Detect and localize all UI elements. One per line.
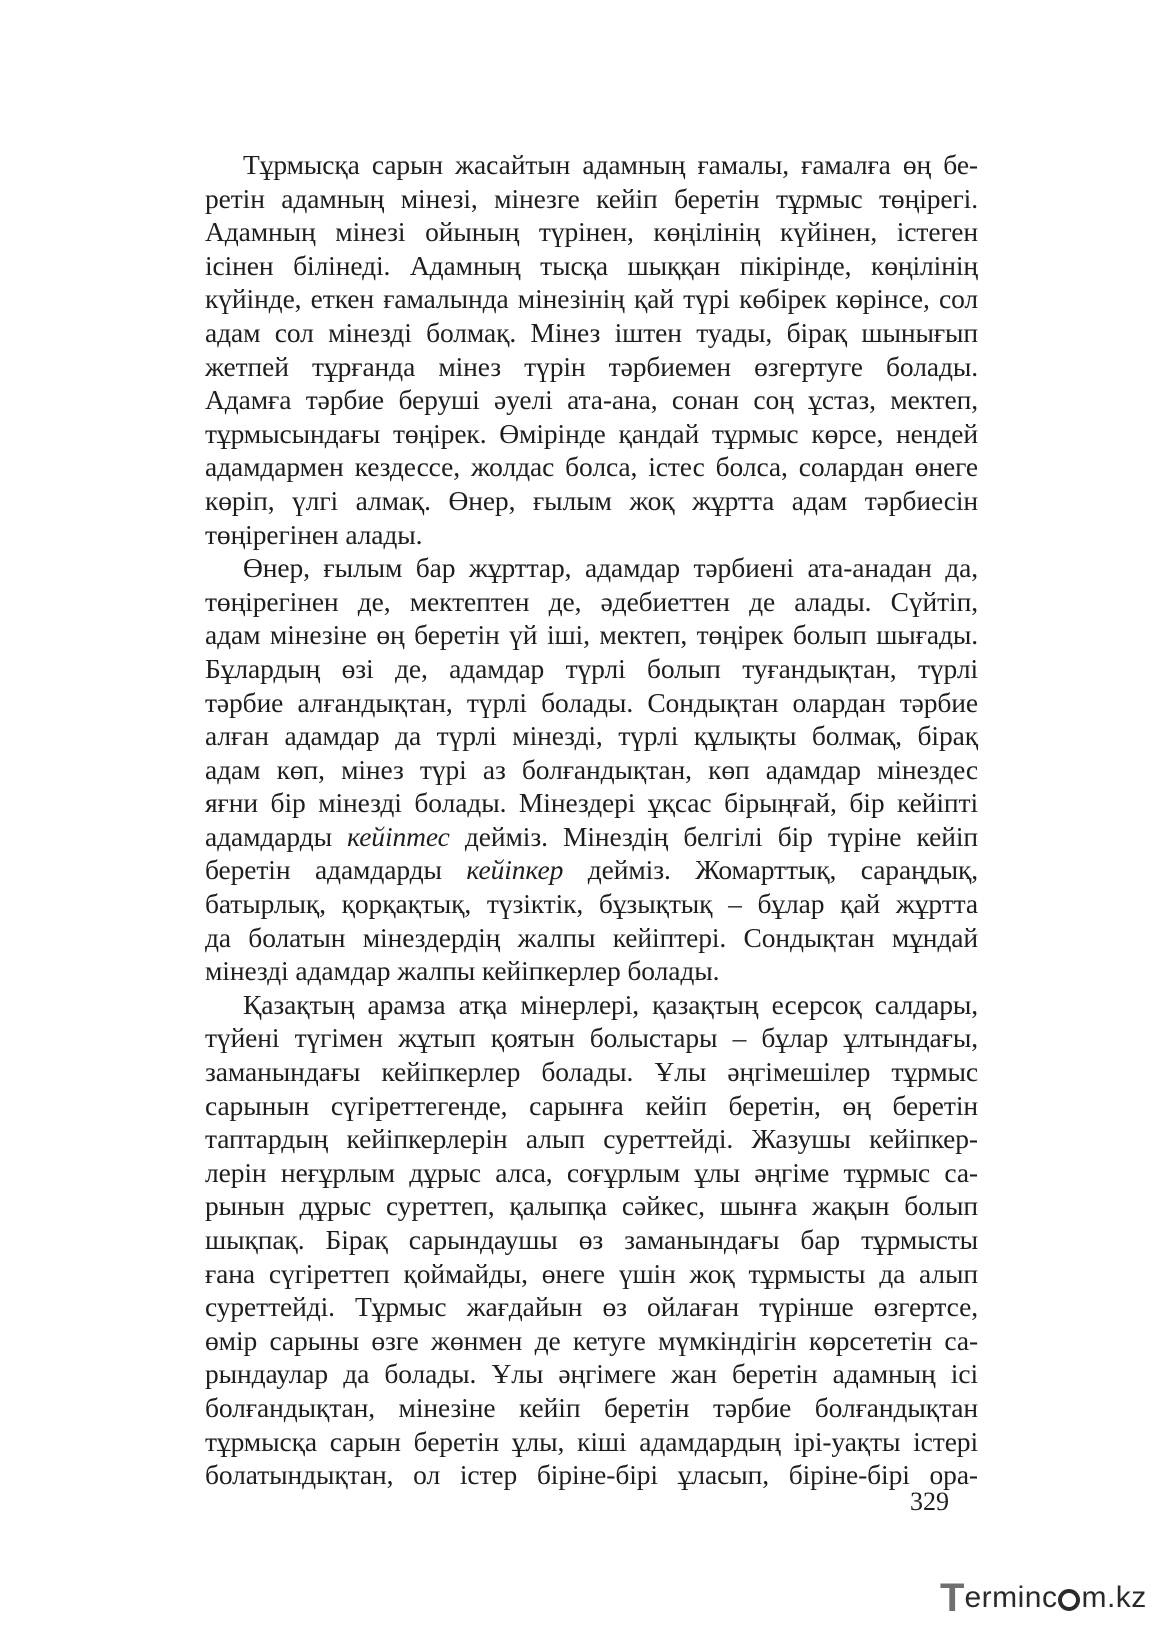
text-line: Өнер, ғылым бар жұрттар, адамдар тәрбиені ата-анадан да, [243, 552, 978, 584]
text-line: мінезді адамдар жалпы кейіпкерлер болады. [205, 955, 720, 987]
text-run: беретін адамдарды [205, 854, 467, 886]
text-line: яғни бір мінезді болады. Мінездері ұқсас бірыңғай, бір кейіпті [205, 787, 978, 819]
text-line: болғандықтан, мінезіне кейіп беретін тәрбие болғандықтан [205, 1391, 978, 1423]
text-line: батырлық, қорқақтық, түзіктік, бұзықтық – бұлар қай жұртта [205, 888, 978, 920]
text-line: ғана сүгіреттеп қоймайды, өнеге үшін жоқ тұрмысты да алып [205, 1257, 978, 1289]
text-line: да болатын мінездердің жалпы кейіптері. Сондықтан мұндай [205, 921, 978, 953]
text-line: ісінен білінеді. Адамның тысқа шыққан пікірінде, көңілінің [205, 249, 978, 281]
text-line: Бұлардың өзі де, адамдар түрлі болып туғандықтан, түрлі [205, 652, 978, 684]
text-line: таптардың кейіпкерлерін алып суреттейді. Жазушы кейіпкер- [205, 1123, 978, 1155]
text-line: өмір сарыны өзге жөнмен де кетуге мүмкіндігін көрсететін са- [205, 1324, 978, 1356]
text-line: алған адамдар да түрлі мінезді, түрлі құлықты болмақ, бірақ [205, 720, 978, 752]
text-line: суреттейді. Тұрмыс жағдайын өз ойлаған түрінше өзгертсе, [205, 1291, 978, 1323]
paragraph-3 [167, 988, 978, 1492]
text-line: Адамға тәрбие беруші әуелі ата-ана, сонан соң ұстаз, мектеп, [205, 384, 978, 416]
text-line: рынын дұрыс суреттеп, қалыпқа сәйкес, шынға жақын болып [205, 1190, 978, 1222]
text-line: сарынын сүгіреттегенде, сарынға кейіп беретін, өң беретін [205, 1089, 978, 1121]
text-line: Қазақтың арамза атқа мінерлері, қазақтың есерсоқ салдары, [243, 988, 978, 1020]
text-line: көріп, үлгі алмақ. Өнер, ғылым жоқ жұртта адам тәрбиесін [205, 484, 978, 516]
text-line: тұрмысқа сарын беретін ұлы, кіші адамдардың ірі-уақты істері [205, 1425, 978, 1457]
italic-term: кейіпкер [466, 854, 564, 886]
text-line [167, 820, 978, 854]
page-number: 329 [910, 1487, 949, 1516]
text-run: дейміз. Жомарттық, сараңдық, [563, 854, 978, 886]
text-line: адам сол мінезді болмақ. Мінез іштен туады, бірақ шынығып [205, 316, 978, 348]
text-run: дейміз. Мінездің белгілі бір түріне кейіп [449, 820, 979, 852]
page-body [167, 148, 978, 1492]
text-line: төңірегінен алады. [205, 518, 423, 550]
text-line: рындаулар да болады. Ұлы әңгімеге жан беретін адамның ісі [205, 1358, 978, 1390]
italic-term: кейіптес [347, 820, 450, 852]
text-line: ретін адамның мінезі, мінезге кейіп беретін тұрмыс төңірегі. [205, 182, 978, 214]
watermark-o-ring-icon [1058, 1589, 1080, 1611]
watermark-text-part2: m.kz [1081, 1581, 1147, 1614]
text-line: түйені түгімен жұтып қоятын болыстары – бұлар ұлтындағы, [205, 1022, 978, 1054]
text-line [167, 853, 978, 887]
text-line: тұрмысындағы төңірек. Өмірінде қандай тұрмыс көрсе, нендей [205, 417, 978, 449]
text-line: адам мінезіне өң беретін үй іші, мектеп, төңірек болып шығады. [205, 619, 978, 651]
text-line: төңірегінен де, мектептен де, әдебиеттен де алады. Сүйтіп, [205, 585, 978, 617]
text-line: лерін неғұрлым дұрыс алса, соғұрлым ұлы әңгіме тұрмыс са- [205, 1156, 978, 1188]
watermark-logo [940, 1576, 1147, 1620]
text-line: күйінде, еткен ғамалында мінезінің қай түрі көбірек көрінсе, сол [205, 283, 978, 315]
text-line: адамдармен кездессе, жолдас болса, істес болса, солардан өнеге [205, 451, 978, 483]
watermark-text-part1: erminc [964, 1581, 1058, 1614]
watermark-t-glyph: T [940, 1576, 965, 1620]
text-line: адам көп, мінез түрі аз болғандықтан, көп адамдар мінездес [205, 753, 978, 785]
paragraph-1 [167, 148, 978, 551]
text-line: жетпей тұрғанда мінез түрін тәрбиемен өзгертуге болады. [205, 350, 978, 382]
text-line: болатындықтан, ол істер біріне-бірі ұласып, біріне-бірі ора- [205, 1459, 978, 1491]
text-line: Адамның мінезі ойының түрінен, көңілінің күйінен, істеген [205, 216, 978, 248]
text-line: заманындағы кейіпкерлер болады. Ұлы әңгімешілер тұрмыс [205, 1056, 978, 1088]
text-line: Тұрмысқа сарын жасайтын адамның ғамалы, ғамалға өң бе- [243, 149, 978, 180]
text-run: адамдарды [205, 820, 348, 852]
text-line: тәрбие алғандықтан, түрлі болады. Сондықтан олардан тәрбие [205, 686, 978, 718]
text-line: шықпақ. Бірақ сарындаушы өз заманындағы бар тұрмысты [205, 1224, 978, 1255]
paragraph-2 [167, 551, 978, 988]
